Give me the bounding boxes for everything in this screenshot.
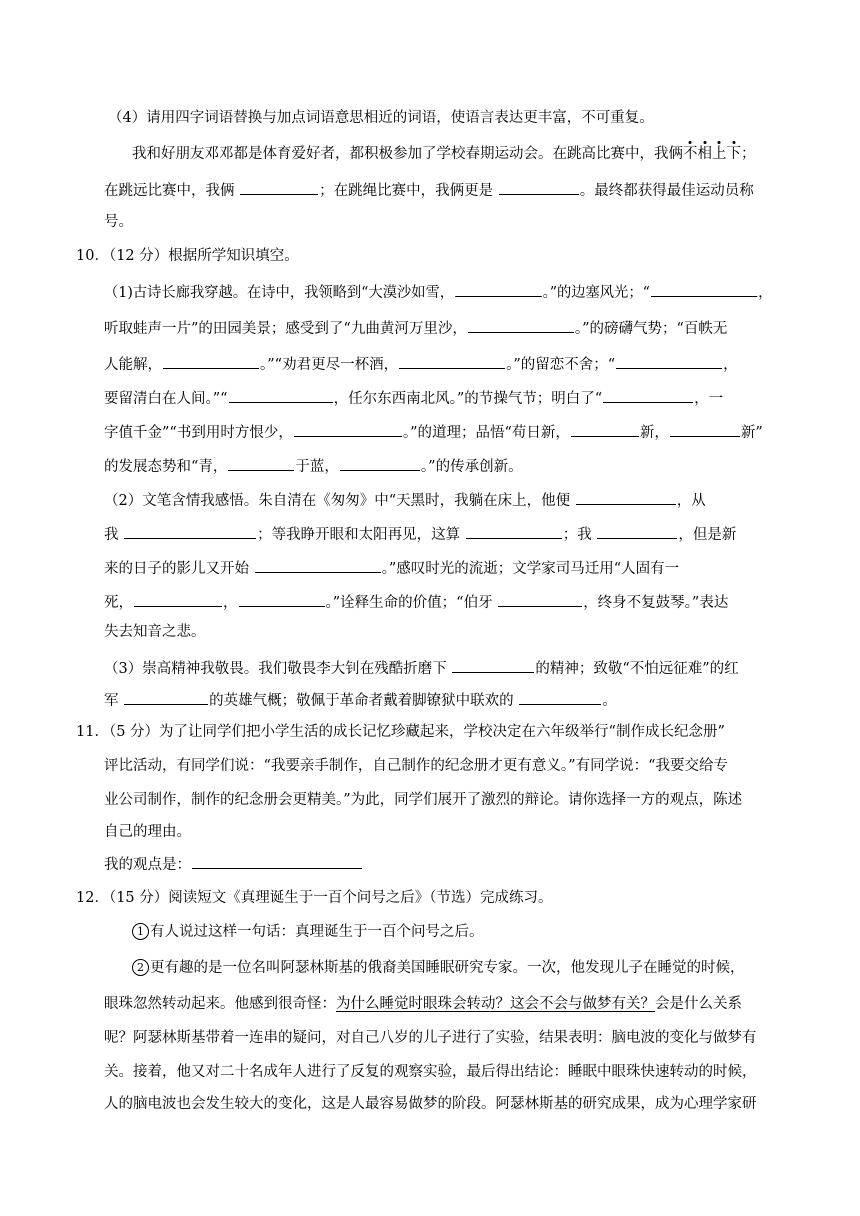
q10-s2-line1: （2）文笔含情我感悟。朱自清在《匆匆》中“天黑时，我躺在床上，他便 ，从 [104,490,706,511]
answer-blank[interactable] [240,180,318,195]
dotted-char: 下 [726,146,741,162]
q9-4-line3: 号。 [104,214,133,230]
q9-4-instruction: （4）请用四字词语替换与加点词语意思相近的词语，使语言表达更丰富，不可重复。 [108,110,654,126]
answer-blank[interactable] [576,490,676,505]
q9-4-line2: 在跳远比赛中，我俩 ；在跳绳比赛中，我俩更是 。最终都获得最佳运动员称 [104,180,754,201]
q10-s2-line5: 失去知音之悲。 [104,624,206,640]
q11-line2: 评比活动，有同学们说：“我要亲手制作，自己制作的纪念册才更有意义。”有同学说：“我要交给专 [104,758,728,774]
q12-paragraph2-line3: 呢？阿瑟林斯基带着一连串的疑问，对自己八岁的儿子进行了实验，结果表明：脑电波的变化与做梦有 [104,1030,757,1046]
answer-blank[interactable] [340,456,420,471]
answer-blank[interactable] [519,690,601,705]
answer-blank[interactable] [255,558,381,573]
answer-blank[interactable] [571,422,639,437]
q10-s1-line3: 人能解， 。”“劝君更尽一杯酒， 。”的留恋不舍；“ ， [104,354,738,375]
answer-blank[interactable] [597,524,677,539]
dotted-char: 相 [697,146,712,162]
answer-blank[interactable] [466,524,562,539]
dotted-char: 不 [683,146,698,162]
answer-blank[interactable] [498,592,582,607]
paragraph-number: 1 [132,923,149,940]
q10-s1-line5: 字值千金”“书到用时方恨少， 。”的道理；品悟“苟日新， 新， 新” [104,422,763,443]
answer-blank[interactable] [399,354,505,369]
answer-blank[interactable] [455,282,542,297]
answer-blank[interactable] [616,354,722,369]
q10-header: 10．（12 分）根据所学知识填空。 [76,248,299,264]
dotted-char: 上 [712,146,727,162]
answer-blank[interactable] [452,658,534,673]
answer-blank[interactable] [651,282,757,297]
answer-blank[interactable] [163,354,259,369]
answer-blank[interactable] [229,388,333,403]
q9-4-line1: 我和好朋友邓邓都是体育爱好者，都积极参加了学校春期运动会。在跳高比赛中，我俩不相上下； [132,146,756,162]
q10-s1-line1: （1)古诗长廊我穿越。在诗中，我领略到“大漠沙如雪， 。”的边塞风光；“ ， [104,282,772,303]
question-number: 10． [76,248,109,264]
q11-line4: 自己的理由。 [104,824,191,840]
answer-blank[interactable] [294,422,402,437]
question-number: 11． [76,724,109,740]
q10-s1-line6: 的发展态势和“青， 于蓝， 。”的传承创新。 [104,456,523,477]
q12-header: 12．（15 分）阅读短文《真理诞生于一百个问号之后》（节选）完成练习。 [76,890,553,906]
underlined-sentence: 为什么睡觉时眼珠会转动？这会不会与做梦有关？ [336,996,655,1012]
q12-paragraph2-line1: 2 更有趣的是一位名叫阿瑟林斯基的俄裔美国睡眠研究专家。一次，他发现儿子在睡觉的时候， [132,958,745,978]
answer-blank[interactable] [603,388,693,403]
answer-blank[interactable] [239,592,325,607]
q10-s2-line2: 我 ；等我睁开眼和太阳再见，这算 ；我 ，但是新 [104,524,736,545]
q10-s2-line3: 来的日子的影儿又开始 。”感叹时光的流逝；文学家司马迁用“人固有一 [104,558,679,579]
question-number: 12． [76,890,109,906]
q11-line5: 我的观点是： [104,854,363,875]
answer-blank[interactable] [670,422,740,437]
q10-s3-line1: （3）崇高精神我敬畏。我们敬畏李大钊在残酷折磨下 的精神；致敬“不怕远征难”的红 [104,658,739,679]
q12-paragraph2-line2: 眼珠忽然转动起来。他感到很奇怪：为什么睡觉时眼珠会转动？这会不会与做梦有关？会是什么关系 [104,996,742,1012]
paragraph-number: 2 [132,959,149,976]
answer-blank[interactable] [228,456,294,471]
answer-blank[interactable] [468,318,574,333]
q10-s1-line2: 听取蛙声一片”的田园美景；感受到了“九曲黄河万里沙， 。”的磅礴气势；“百帙无 [104,318,727,339]
q10-s2-line4: 死， ， 。”诠释生命的价值；“伯牙 ，终身不复鼓琴。”表达 [104,592,728,613]
answer-blank[interactable] [134,592,222,607]
q12-paragraph1: 1 有人说过这样一句话：真理诞生于一百个问号之后。 [132,922,484,942]
q12-paragraph2-line5: 人的脑电波也会发生较大的变化，这是人最容易做梦的阶段。阿瑟林斯基的研究成果，成为心理学家研 [104,1096,757,1112]
answer-blank[interactable] [192,854,362,869]
q10-s1-line4: 要留清白在人间。”“ ，任尔东西南北风。”的节操气节；明白了“ ，一 [104,388,723,409]
q11-line1: 11．（5 分）为了让同学们把小学生活的成长记忆珍藏起来，学校决定在六年级举行“制作成长纪念册” [76,724,725,740]
answer-blank[interactable] [124,524,256,539]
q10-s3-line2: 军 的英雄气概；敬佩于革命者戴着脚镣狱中联欢的 。 [104,690,617,711]
answer-blank[interactable] [499,180,579,195]
q11-line3: 业公司制作，制作的纪念册会更精美。”为此，同学们展开了激烈的辩论。请你选择一方的观点，陈述 [104,792,743,808]
q12-paragraph2-line4: 关。接着，他又对二十名成年人进行了反复的观察实验，最后得出结论：睡眠中眼珠快速转动的时候， [104,1064,757,1080]
answer-blank[interactable] [124,690,208,705]
